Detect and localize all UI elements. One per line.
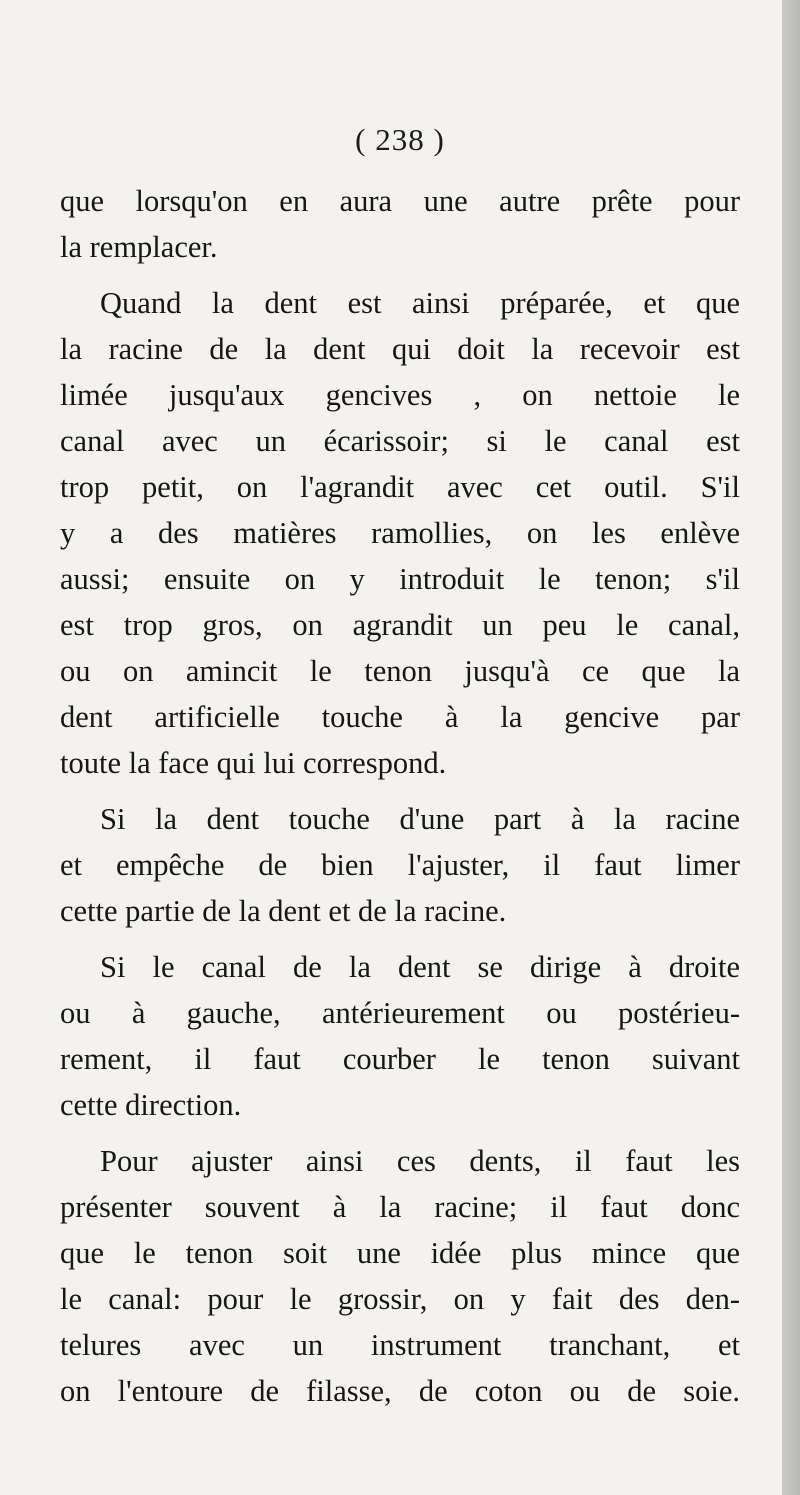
text-line: le canal: pour le grossir, on y fait des den- <box>60 1282 740 1316</box>
text-line: toute la face qui lui correspond. <box>60 746 447 780</box>
text-line: Si le canal de la dent se dirige à droite <box>100 950 740 984</box>
paragraph <box>60 944 740 1128</box>
text-line: et empêche de bien l'ajuster, il faut limer <box>60 848 740 882</box>
text-line: Si la dent touche d'une part à la racine <box>100 802 740 836</box>
page-edge <box>782 0 800 1495</box>
text-line: rement, il faut courber le tenon suivant <box>60 1042 740 1076</box>
text-line: limée jusqu'aux gencives , on nettoie le <box>60 378 740 412</box>
text-line: que lorsqu'on en aura une autre prête pour <box>60 184 740 218</box>
text-line: canal avec un écarissoir; si le canal est <box>60 424 740 458</box>
text-line: dent artificielle touche à la gencive par <box>60 700 740 734</box>
text-line: ou à gauche, antérieurement ou postérieu- <box>60 996 740 1030</box>
text-line: on l'entoure de filasse, de coton ou de soie. <box>60 1374 740 1408</box>
text-line: est trop gros, on agrandit un peu le canal, <box>60 608 740 642</box>
text-line: trop petit, on l'agrandit avec cet outil. S'il <box>60 470 740 504</box>
text-line: la racine de la dent qui doit la recevoir est <box>60 332 740 366</box>
text-line: ou on amincit le tenon jusqu'à ce que la <box>60 654 740 688</box>
text-line: Quand la dent est ainsi préparée, et que <box>100 286 740 320</box>
text-line: aussi; ensuite on y introduit le tenon; s'il <box>60 562 740 596</box>
page-number: ( 238 ) <box>355 122 445 157</box>
paragraph <box>60 280 740 786</box>
text-line: que le tenon soit une idée plus mince que <box>60 1236 740 1270</box>
text-line: telures avec un instrument tranchant, et <box>60 1328 740 1362</box>
text-line: Pour ajuster ainsi ces dents, il faut les <box>100 1144 740 1178</box>
text-line: cette direction. <box>60 1088 242 1122</box>
paragraph <box>60 1138 740 1414</box>
text-line: la remplacer. <box>60 230 218 264</box>
text-line: présenter souvent à la racine; il faut donc <box>60 1190 740 1224</box>
text-line: cette partie de la dent et de la racine. <box>60 894 507 928</box>
paragraph <box>60 796 740 934</box>
paragraph <box>60 178 740 270</box>
text-line: y a des matières ramollies, on les enlève <box>60 516 740 550</box>
page-body <box>60 178 740 1414</box>
